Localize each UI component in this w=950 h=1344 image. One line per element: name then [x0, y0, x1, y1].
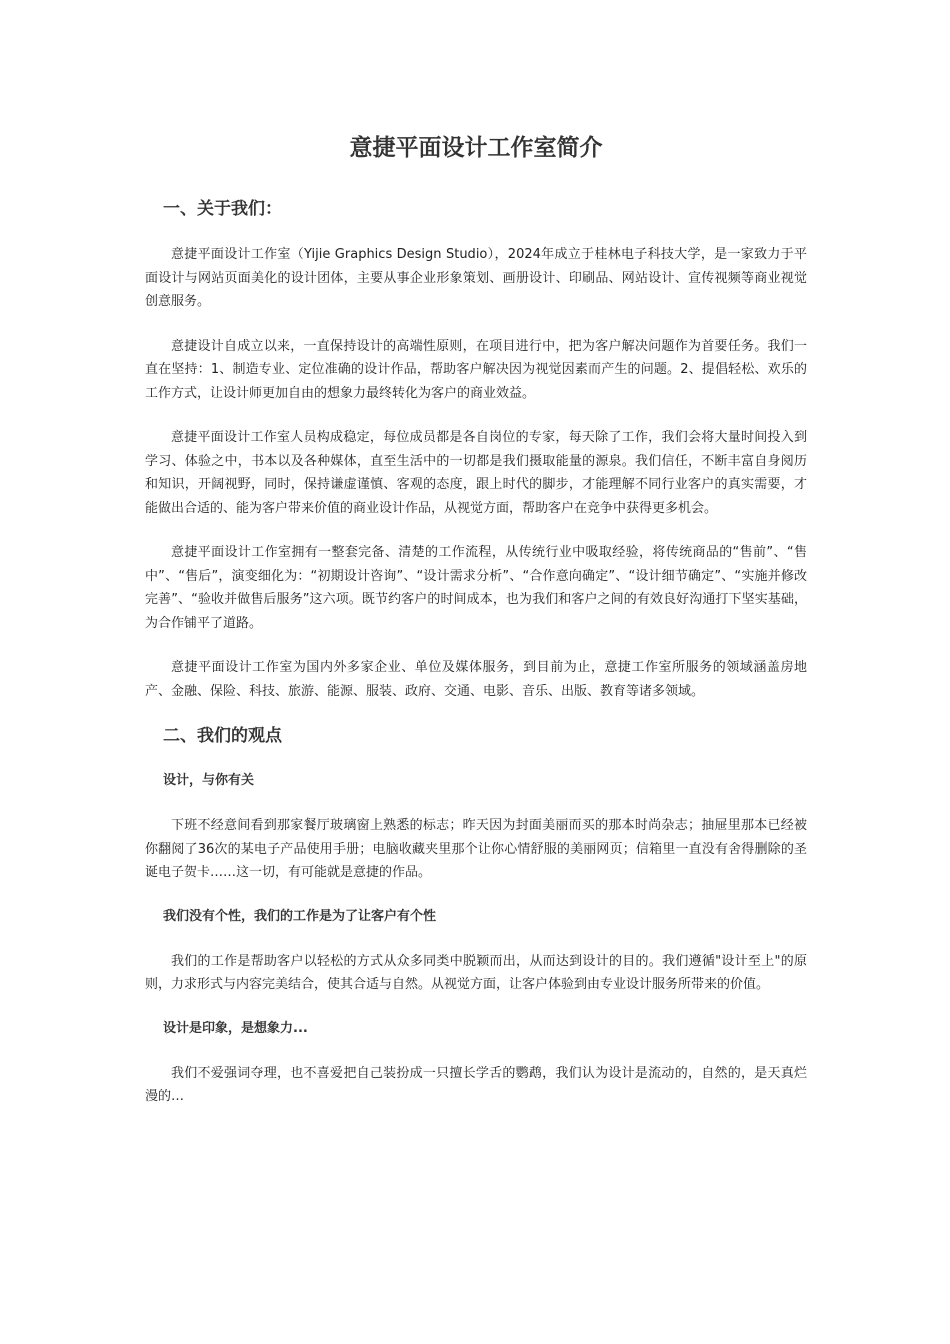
page-title: 意捷平面设计工作室简介 — [349, 135, 603, 161]
section-heading-views: 二、我们的观点 — [163, 726, 282, 746]
section-heading-about: 一、关于我们： — [163, 199, 282, 219]
paragraph: 下班不经意间看到那家餐厅玻璃窗上熟悉的标志；昨天因为封面美丽而买的那本时尚杂志；抽屉里那本已经被你翻阅了36次的某电子产品使用手册；电脑收藏夹里那个让你心情舒服的美丽网页；信箱里一直没有舍得删除的圣诞电子贺卡……这一切，有可能就是意捷的作品。 — [145, 818, 807, 880]
paragraph: 意捷平面设计工作室拥有一整套完备、清楚的工作流程，从传统行业中吸取经验，将传统商品的“售前”、“售中”、“售后”，演变细化为：“初期设计咨询”、“设计需求分析”、“合作意向确定”、“设计细节确定”、“实施并修改完善”、“验收并做售后服务”这六项。既节约客户的时间成本，也为我们和客户之间的有效良好沟通打下坚实基础，为合作铺平了道路。 — [145, 545, 807, 631]
document-body — [145, 128, 807, 1109]
paragraph: 意捷平面设计工作室为国内外多家企业、单位及媒体服务，到目前为止，意捷工作室所服务的领域涵盖房地产、金融、保险、科技、旅游、能源、服装、政府、交通、电影、音乐、出版、教育等诸多领域。 — [145, 660, 807, 699]
paragraph: 意捷平面设计工作室（Yijie Graphics Design Studio），2024年成立于桂林电子科技大学，是一家致力于平面设计与网站页面美化的设计团体，主要从事企业形象策划、画册设计、印刷品、网站设计、宣传视频等商业视觉创意服务。 — [145, 247, 807, 309]
paragraph: 意捷平面设计工作室人员构成稳定，每位成员都是各自岗位的专家，每天除了工作，我们会将大量时间投入到学习、体验之中，书本以及各种媒体，直至生活中的一切都是我们摄取能量的源泉。我们信任，不断丰富自身阅历和知识，开阔视野，同时，保持谦虚谨慎、客观的态度，跟上时代的脚步，才能理解不同行业客户的真实需要，才能做出合适的、能为客户带来价值的商业设计作品，从视觉方面，帮助客户在竞争中获得更多机会。 — [145, 430, 807, 516]
paragraph: 我们不爱强词夺理，也不喜爱把自己装扮成一只擅长学舌的鹦鹉，我们认为设计是流动的，自然的，是天真烂漫的… — [145, 1065, 807, 1104]
paragraph: 我们的工作是帮助客户以轻松的方式从众多同类中脱颖而出，从而达到设计的目的。我们遵循"设计至上"的原则，力求形式与内容完美结合，使其合适与自然。从视觉方面，让客户体验到由专业设计服务所带来的价值。 — [145, 953, 807, 992]
subsection-heading: 设计，与你有关 — [163, 773, 255, 788]
subsection-heading: 我们没有个性，我们的工作是为了让客户有个性 — [163, 908, 437, 924]
subsection-heading: 设计是印象，是想象力... — [163, 1020, 308, 1036]
paragraph: 意捷设计自成立以来，一直保持设计的高端性原则，在项目进行中，把为客户解决问题作为首要任务。我们一直在坚持：1、制造专业、定位准确的设计作品，帮助客户解决因为视觉因素而产生的问题。2、提倡轻松、欢乐的工作方式，让设计师更加自由的想象力最终转化为客户的商业效益。 — [145, 338, 807, 401]
